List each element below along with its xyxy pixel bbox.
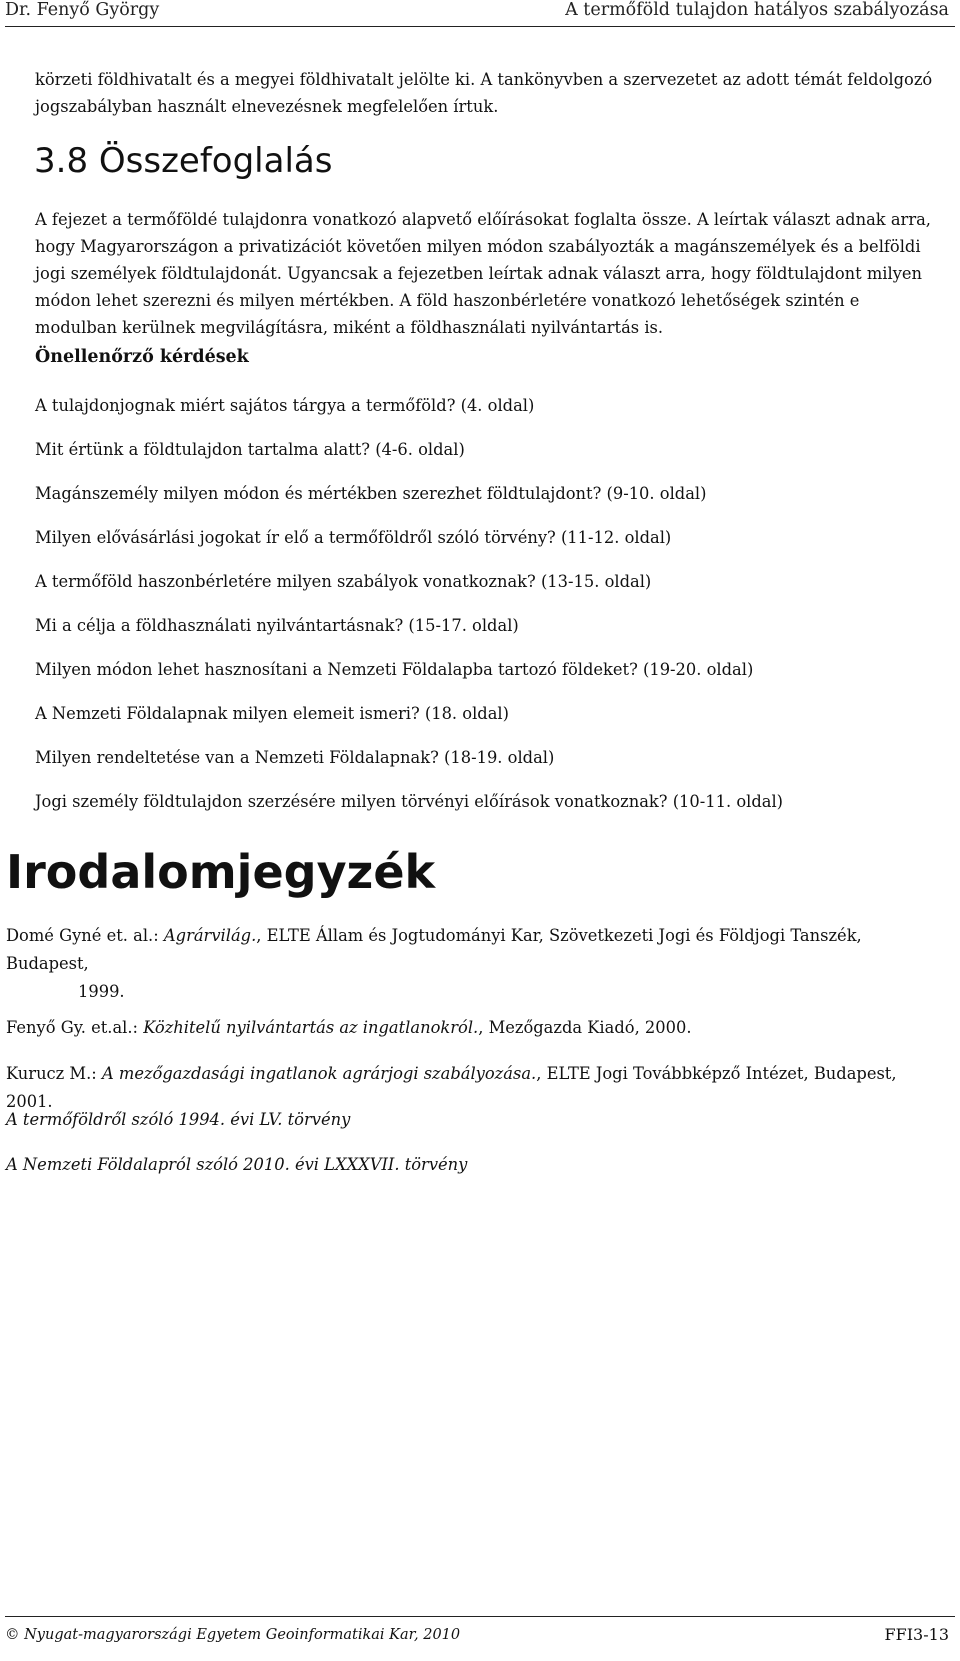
question-item: Jogi személy földtulajdon szerzésére milyen törvényi előírások vonatkoznak? (10-11. oldal) (35, 792, 784, 811)
bib-title: Közhitelű nyilvántartás az ingatlanokról. (143, 1018, 479, 1037)
bibliography-entry (6, 1106, 941, 1134)
bibliography-heading: Irodalomjegyzék (6, 845, 436, 899)
bib-publisher: , Mezőgazda Kiadó, 2000. (478, 1018, 692, 1037)
running-header (5, 0, 955, 27)
bibliography-entry (6, 1151, 941, 1179)
question-item: Milyen módon lehet hasznosítani a Nemzeti Földalapba tartozó földeket? (19-20. oldal) (35, 660, 754, 679)
bibliography-entry (6, 1014, 941, 1042)
question-item: Milyen elővásárlási jogokat ír elő a termőföldről szóló törvény? (11-12. oldal) (35, 528, 672, 547)
question-item: Mit értünk a földtulajdon tartalma alatt? (4-6. oldal) (35, 440, 465, 459)
question-item: A Nemzeti Földalapnak milyen elemeit ismeri? (18. oldal) (35, 704, 509, 723)
question-item: Mi a célja a földhasználati nyilvántartásnak? (15-17. oldal) (35, 616, 519, 635)
question-item: Milyen rendeltetése van a Nemzeti Földalapnak? (18-19. oldal) (35, 748, 555, 767)
question-list (35, 392, 783, 832)
page-footer (5, 1616, 955, 1661)
summary-paragraph: A fejezet a termőföldé tulajdonra vonatkozó alapvető előírásokat foglalta össze. A leírtak választ adnak arra, hogy Magyarországon a privatizációt követően milyen módon szabályozták a magánszemélyek és a belföldi jogi személyek földtulajdonát. Ugyancsak a fejezetben leírtak adnak választ arra, hogy földtulajdont milyen módon lehet szerezni és milyen mértékben. A föld haszonbérletére vonatkozó lehetőségek szintén e modulban kerülnek megvilágításra, miként a földhasználati nyilvántartás is. (35, 210, 931, 337)
bibliography-entry (6, 922, 941, 1006)
intro-paragraph: körzeti földhivatalt és a megyei földhivatalt jelölte ki. A tankönyvben a szervezetet az adott témát feldolgozó jogszabályban használt elnevezésnek megfelelően írtuk. (35, 70, 933, 116)
bib-author: Kurucz M.: (6, 1064, 102, 1083)
bib-author: Domé Gyné et. al.: (6, 926, 164, 945)
bib-publisher: , ELTE Állam és Jogtudományi Kar, Szövetkezeti Jogi és Földjogi Tanszék, Budapest, (6, 926, 862, 973)
question-item: Magánszemély milyen módon és mértékben szerezhet földtulajdont? (9-10. oldal) (35, 484, 707, 503)
header-author: Dr. Fenyő György (5, 0, 160, 20)
bib-publisher: , ELTE Jogi Továbbképző Intézet, Budapest, 2001. (6, 1064, 897, 1111)
section-heading: 3.8 Összefoglalás (34, 141, 333, 181)
question-item: A termőföld haszonbérletére milyen szabályok vonatkoznak? (13-15. oldal) (35, 572, 652, 591)
bib-author: Fenyő Gy. et.al.: (6, 1018, 144, 1037)
bib-title: A mezőgazdasági ingatlanok agrárjogi szabályozása. (101, 1064, 537, 1083)
footer-copyright: © Nyugat-magyarországi Egyetem Geoinformatikai Kar, 2010 (5, 1627, 461, 1643)
bib-title: Agrárvilág. (163, 926, 257, 945)
bib-title: A termőföldről szóló 1994. évi LV. törvény (6, 1110, 351, 1129)
self-check-heading: Önellenőrző kérdések (35, 347, 249, 367)
question-item: A tulajdonjognak miért sajátos tárgya a termőföld? (4. oldal) (35, 396, 535, 415)
page-number: FFI3-13 (884, 1625, 949, 1644)
bib-title: A Nemzeti Földalapról szóló 2010. évi LXXXVII. törvény (6, 1155, 468, 1174)
bib-year: 1999. (78, 982, 125, 1001)
header-title: A termőföld tulajdon hatályos szabályozása (565, 0, 949, 20)
